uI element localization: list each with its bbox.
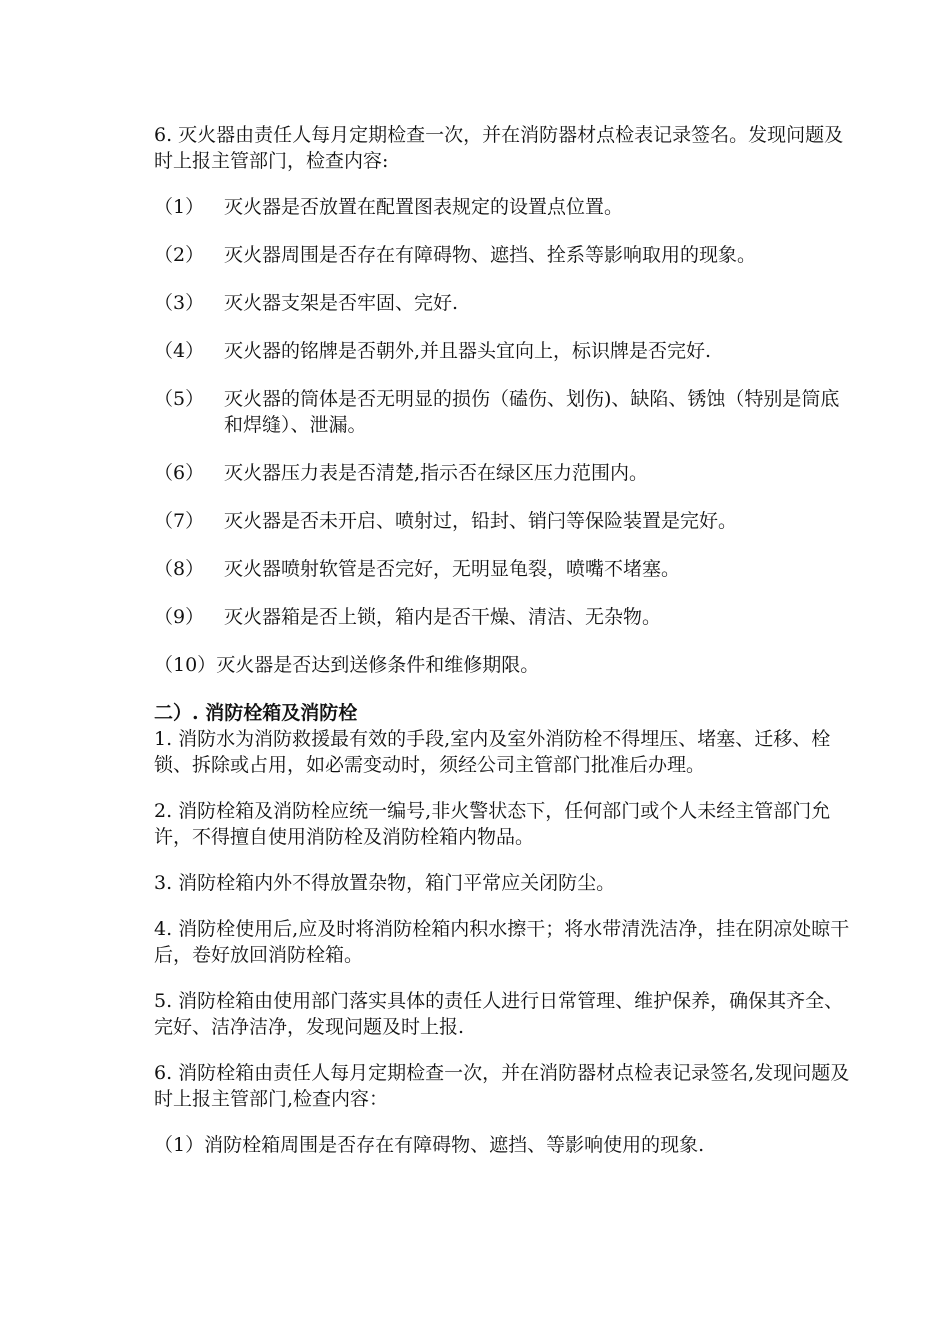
checklist-item — [154, 386, 854, 438]
item-text: 灭火器支架是否牢固、完好. — [224, 292, 459, 314]
item-number: （10） — [154, 654, 217, 676]
body-paragraph: 3. 消防栓箱内外不得放置杂物，箱门平常应关闭防尘。 — [154, 872, 616, 894]
item-text: 灭火器是否未开启、喷射过，铅封、销闩等保险装置是完好。 — [224, 510, 738, 532]
document-body — [154, 122, 854, 1180]
item-number: （9） — [154, 606, 205, 628]
checklist-item — [154, 1132, 854, 1158]
item-number: （6） — [154, 462, 205, 484]
body-paragraph: 1. 消防水为消防救援最有效的手段,室内及室外消防栓不得埋压、堵塞、迁移、栓锁、拆除或占用，如必需变动时，须经公司主管部门批准后办理。 — [154, 728, 831, 776]
item-number: （8） — [154, 558, 205, 580]
item-text: 消防栓箱周围是否存在有障碍物、遮挡、等影响使用的现象. — [204, 1134, 705, 1156]
item-text: 灭火器压力表是否清楚,指示否在绿区压力范围内。 — [224, 462, 649, 484]
checklist-item — [154, 556, 854, 582]
checklist-item — [154, 338, 854, 364]
item-number: （3） — [154, 292, 205, 314]
item-number: （1） — [154, 196, 205, 218]
body-paragraph: 4. 消防栓使用后,应及时将消防栓箱内积水擦干；将水带清洗洁净，挂在阴凉处晾干后，卷好放回消防栓箱。 — [154, 918, 850, 966]
section-heading: 二）. 消防栓箱及消防栓 — [154, 702, 358, 724]
checklist-item — [154, 604, 854, 630]
item-text: 灭火器箱是否上锁，箱内是否干燥、清洁、无杂物。 — [224, 606, 662, 628]
checklist-item — [154, 242, 854, 268]
body-paragraph: 5. 消防栓箱由使用部门落实具体的责任人进行日常管理、维护保养，确保其齐全、完好、洁净洁净，发现问题及时上报. — [154, 990, 844, 1038]
checklist-item — [154, 290, 854, 316]
item-number: （4） — [154, 340, 205, 362]
checklist-item — [154, 194, 854, 220]
item-text: 灭火器是否达到送修条件和维修期限。 — [216, 654, 540, 676]
item-text: 灭火器是否放置在配置图表规定的设置点位置。 — [224, 196, 624, 218]
item-text: 灭火器喷射软管是否完好，无明显龟裂，喷嘴不堵塞。 — [224, 558, 681, 580]
item-number: （1） — [154, 1134, 205, 1156]
item-number: （7） — [154, 510, 205, 532]
checklist-item — [154, 652, 854, 678]
item-text: 灭火器的筒体是否无明显的损伤（磕伤、划伤)、缺陷、锈蚀（特别是筒底和焊缝）、泄漏。 — [224, 388, 840, 436]
inspection-intro: 6. 灭火器由责任人每月定期检查一次，并在消防器材点检表记录签名。发现问题及时上报主管部门，检查内容: — [154, 124, 844, 172]
checklist-item — [154, 460, 854, 486]
body-paragraph: 6. 消防栓箱由责任人每月定期检查一次，并在消防器材点检表记录签名,发现问题及时上报主管部门,检查内容： — [154, 1062, 850, 1110]
item-text: 灭火器周围是否存在有障碍物、遮挡、拴系等影响取用的现象。 — [224, 244, 757, 266]
item-number: （5） — [154, 388, 205, 410]
item-text: 灭火器的铭牌是否朝外,并且器头宜向上，标识牌是否完好. — [224, 340, 712, 362]
item-number: （2） — [154, 244, 205, 266]
checklist-item — [154, 508, 854, 534]
body-paragraph: 2. 消防栓箱及消防栓应统一编号,非火警状态下，任何部门或个人未经主管部门允许，不得擅自使用消防栓及消防栓箱内物品。 — [154, 800, 831, 848]
